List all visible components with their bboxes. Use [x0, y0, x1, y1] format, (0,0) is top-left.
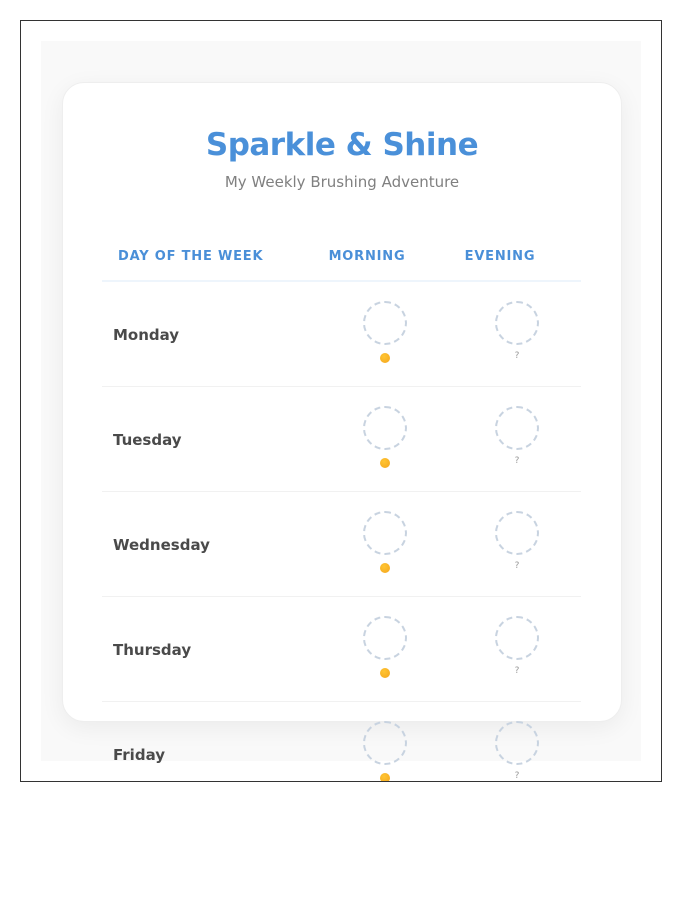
empty-ring-icon[interactable] — [363, 616, 407, 660]
sun-icon — [380, 668, 390, 678]
column-header-evening: EVENING — [464, 249, 536, 264]
empty-ring-icon[interactable] — [495, 616, 539, 660]
page-frame — [20, 20, 662, 782]
day-label: Wednesday — [113, 536, 210, 554]
empty-ring-icon[interactable] — [363, 301, 407, 345]
empty-ring-icon[interactable] — [495, 511, 539, 555]
day-label: Friday — [113, 746, 166, 764]
empty-ring-icon[interactable] — [363, 721, 407, 765]
moon-icon: ? — [514, 666, 520, 676]
moon-icon: ? — [514, 351, 520, 361]
table-row — [102, 387, 581, 492]
empty-ring-icon[interactable] — [495, 721, 539, 765]
sun-icon — [380, 773, 390, 782]
page-subtitle: My Weekly Brushing Adventure — [224, 173, 460, 191]
evening-checkbox[interactable] — [495, 721, 539, 781]
column-header-morning: MORNING — [328, 249, 406, 264]
moon-icon: ? — [514, 561, 520, 571]
day-label: Tuesday — [113, 431, 182, 449]
table-row — [102, 492, 581, 597]
table-row — [102, 702, 581, 782]
tracker-card — [62, 82, 622, 781]
morning-checkbox[interactable] — [363, 616, 407, 678]
evening-checkbox[interactable] — [495, 616, 539, 676]
sun-icon — [380, 458, 390, 468]
morning-checkbox[interactable] — [363, 301, 407, 363]
table-header — [102, 239, 581, 282]
table-row — [102, 597, 581, 702]
page-title: Sparkle & Shine — [205, 127, 479, 163]
evening-checkbox[interactable] — [495, 301, 539, 361]
evening-checkbox[interactable] — [495, 406, 539, 466]
day-label: Monday — [113, 326, 180, 344]
empty-ring-icon[interactable] — [495, 301, 539, 345]
moon-icon: ? — [514, 771, 520, 781]
morning-checkbox[interactable] — [363, 511, 407, 573]
table-row — [102, 282, 581, 387]
empty-ring-icon[interactable] — [363, 511, 407, 555]
morning-checkbox[interactable] — [363, 406, 407, 468]
brushing-table — [102, 239, 581, 782]
sun-icon — [380, 563, 390, 573]
empty-ring-icon[interactable] — [363, 406, 407, 450]
moon-icon: ? — [514, 456, 520, 466]
morning-checkbox[interactable] — [363, 721, 407, 782]
evening-checkbox[interactable] — [495, 511, 539, 571]
empty-ring-icon[interactable] — [495, 406, 539, 450]
page-background — [41, 41, 641, 781]
sun-icon — [380, 353, 390, 363]
day-label: Thursday — [113, 641, 192, 659]
column-header-day: DAY OF THE WEEK — [118, 249, 264, 264]
